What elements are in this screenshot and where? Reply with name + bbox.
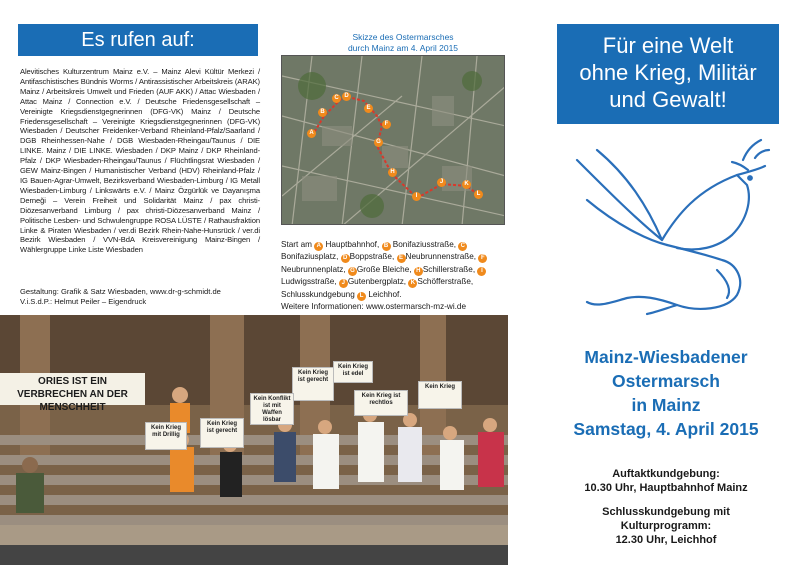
map-caption-line1: Skizze des Ostermarsches xyxy=(352,32,454,42)
protest-sign: Kein Konflikt ist mit Waffen lösbar xyxy=(250,393,294,425)
event-title-line: in Mainz xyxy=(631,395,701,415)
route-marker-a: A xyxy=(314,242,323,251)
more-info-link[interactable]: Weitere Informationen: www.ostermarsch-mz-wi.de xyxy=(281,302,467,312)
kickoff-time: 10.30 Uhr, Hauptbahnhof Mainz xyxy=(584,482,748,494)
credit-visdp: V.i.S.d.P.: Helmut Peiler – Eigendruck xyxy=(20,297,147,306)
closing-info xyxy=(541,505,791,547)
route-marker-h: H xyxy=(414,267,423,276)
map-marker-f: F xyxy=(382,120,391,129)
map-marker-h: H xyxy=(388,168,397,177)
map-marker-e: E xyxy=(364,104,373,113)
peace-dove-icon xyxy=(567,130,773,316)
event-title xyxy=(541,345,791,441)
map-marker-g: G xyxy=(374,138,383,147)
route-marker-l: L xyxy=(357,292,366,301)
protest-sign: Kein Krieg ist gerecht xyxy=(292,367,334,401)
protest-sign: Kein Krieg ist rechtlos xyxy=(354,390,408,416)
aerial-map-image xyxy=(282,56,505,225)
protest-sign: Kein Krieg ist gerecht xyxy=(200,418,244,448)
route-stop: Bonifaziusplatz, xyxy=(281,252,339,262)
route-description xyxy=(281,239,517,313)
slogan-line: und Gewalt! xyxy=(609,87,727,112)
route-marker-g: G xyxy=(348,267,357,276)
protest-sign: Kein Krieg ist edel xyxy=(333,361,373,383)
route-marker-i: I xyxy=(477,267,486,276)
map-marker-a: A xyxy=(307,129,316,138)
closing-label: Schlusskundgebung mit xyxy=(602,506,730,518)
route-map xyxy=(281,55,505,225)
route-start-label: Start am xyxy=(281,240,312,249)
route-stop: Neubrunnenplatz, xyxy=(281,264,346,274)
supporters-heading: Es rufen auf: xyxy=(18,24,258,56)
route-stop: Neubrunnenstraße, xyxy=(405,252,477,262)
map-marker-b: B xyxy=(318,108,327,117)
map-marker-k: K xyxy=(462,180,471,189)
route-stop: Gutenbergplatz, xyxy=(347,277,407,287)
route-stop: Ludwigsstraße, xyxy=(281,277,337,287)
map-marker-d: D xyxy=(342,92,351,101)
map-caption xyxy=(281,32,525,54)
credits xyxy=(20,287,260,307)
route-stop: Hauptbahnhof, xyxy=(325,240,380,249)
slogan-line: Für eine Welt xyxy=(602,33,734,58)
map-caption-line2: durch Mainz am 4. April 2015 xyxy=(347,43,459,53)
event-date: Samstag, 4. April 2015 xyxy=(573,419,759,439)
slogan-box xyxy=(557,24,779,124)
event-title-line: Ostermarsch xyxy=(612,371,720,391)
route-stop: Boppstraße, xyxy=(349,252,395,262)
slogan-line: ohne Krieg, Militär xyxy=(579,60,757,85)
route-stop: Schlusskundgebung xyxy=(281,289,355,299)
protest-sign: Kein Krieg xyxy=(418,381,462,409)
route-stop: Schillerstraße, xyxy=(422,264,476,274)
credit-design: Gestaltung: Grafik & Satz Wiesbaden, www.dr-g-schmidt.de xyxy=(20,287,221,296)
route-stop: Große Bleiche, xyxy=(356,264,412,274)
protest-banner: ORIES IST EIN VERBRECHEN AN DER MENSCHHEIT xyxy=(17,376,128,413)
route-stop: Schöfferstraße, xyxy=(417,277,474,287)
event-title-line: Mainz-Wiesbadener xyxy=(584,347,748,367)
map-marker-j: J xyxy=(437,178,446,187)
map-marker-c: C xyxy=(332,94,341,103)
closing-time: 12.30 Uhr, Leichhof xyxy=(615,534,717,546)
protest-sign: Kein Krieg mit Drillig xyxy=(145,422,187,450)
route-marker-e: E xyxy=(397,254,406,263)
map-marker-l: L xyxy=(474,190,483,199)
route-marker-j: J xyxy=(339,279,348,288)
demonstration-photo xyxy=(0,315,508,565)
route-marker-b: B xyxy=(382,242,391,251)
route-marker-c: C xyxy=(458,242,467,251)
route-stop: Bonifaziusstraße, xyxy=(392,240,457,249)
right-panel xyxy=(533,0,800,565)
route-stop: Leichhof. xyxy=(368,289,402,299)
route-marker-k: K xyxy=(408,279,417,288)
closing-label-2: Kulturprogramm: xyxy=(620,520,712,532)
map-marker-i: I xyxy=(412,192,421,201)
demonstration-photo-image xyxy=(0,315,508,565)
route-marker-d: D xyxy=(341,254,350,263)
kickoff-label: Auftaktkundgebung: xyxy=(612,468,720,480)
kickoff-info xyxy=(541,467,791,495)
route-marker-f: F xyxy=(478,254,487,263)
supporters-list: Alevitisches Kulturzentrum Mainz e.V. – Mainz Alevi Kültür Merkezi / Antifaschistisches Bündnis Worms / Antirassistischer Arbeitskreis (ARAK) Mainz / Arbeitskreis Umwelt und Frieden (AUF AKK) / Attac Wiesbaden / Attac Mainz / Connection e.V. / Deutsche Friedensgesellschaft – Vereinigte Kriegsdienstgegnerinnen (DFG-VK) Mainz / Deutsche Friedensgesellschaft – Vereinigte Kriegsdienstgegnerinnen (DFG-VK) Wiesbaden / Deutscher Freidenker-Verband Rheinland-Pfalz/Saarland / DGB Rheinhessen-Nahe / DGB Wiesbaden-Rheingau/Taunus / DIE LINKE. Mainz / DIE LINKE. Wiesbaden / DKP Mainz / DKP Rheinland-Pfalz / DKP Wiesbaden-Rheingau/Taunus / Flüchtlingsrat Wiesbaden / GEW Mainz-Bingen / Humanistischer Verband (HDV) Rheinland-Pfalz / IG Bauen-Agrar-Umwelt, Bezirksverband Wiesbaden-Limburg / IG Metall Wiesbaden-Limburg / Linkswärts e.V. / Mainz Özgürlük ve Dayanışma Derneği – Verein Freiheit und Solidarität Mainz / pax christi-Diözesanverband Limburg / pax christi-Diözesanverband Mainz / Politische Lesben- und Schwulengruppe ROSA LÜSTE / Rathausfraktion Linke & Piraten Wiesbaden / ver.di Bezirk Rhein-Nahe-Hunsrück / ver.di Bezirk Wiesbaden / VVN-BdA Kreisvereinigung Mainz-Bingen / Wählergruppe Linke Liste Wiesbaden xyxy=(20,67,260,255)
